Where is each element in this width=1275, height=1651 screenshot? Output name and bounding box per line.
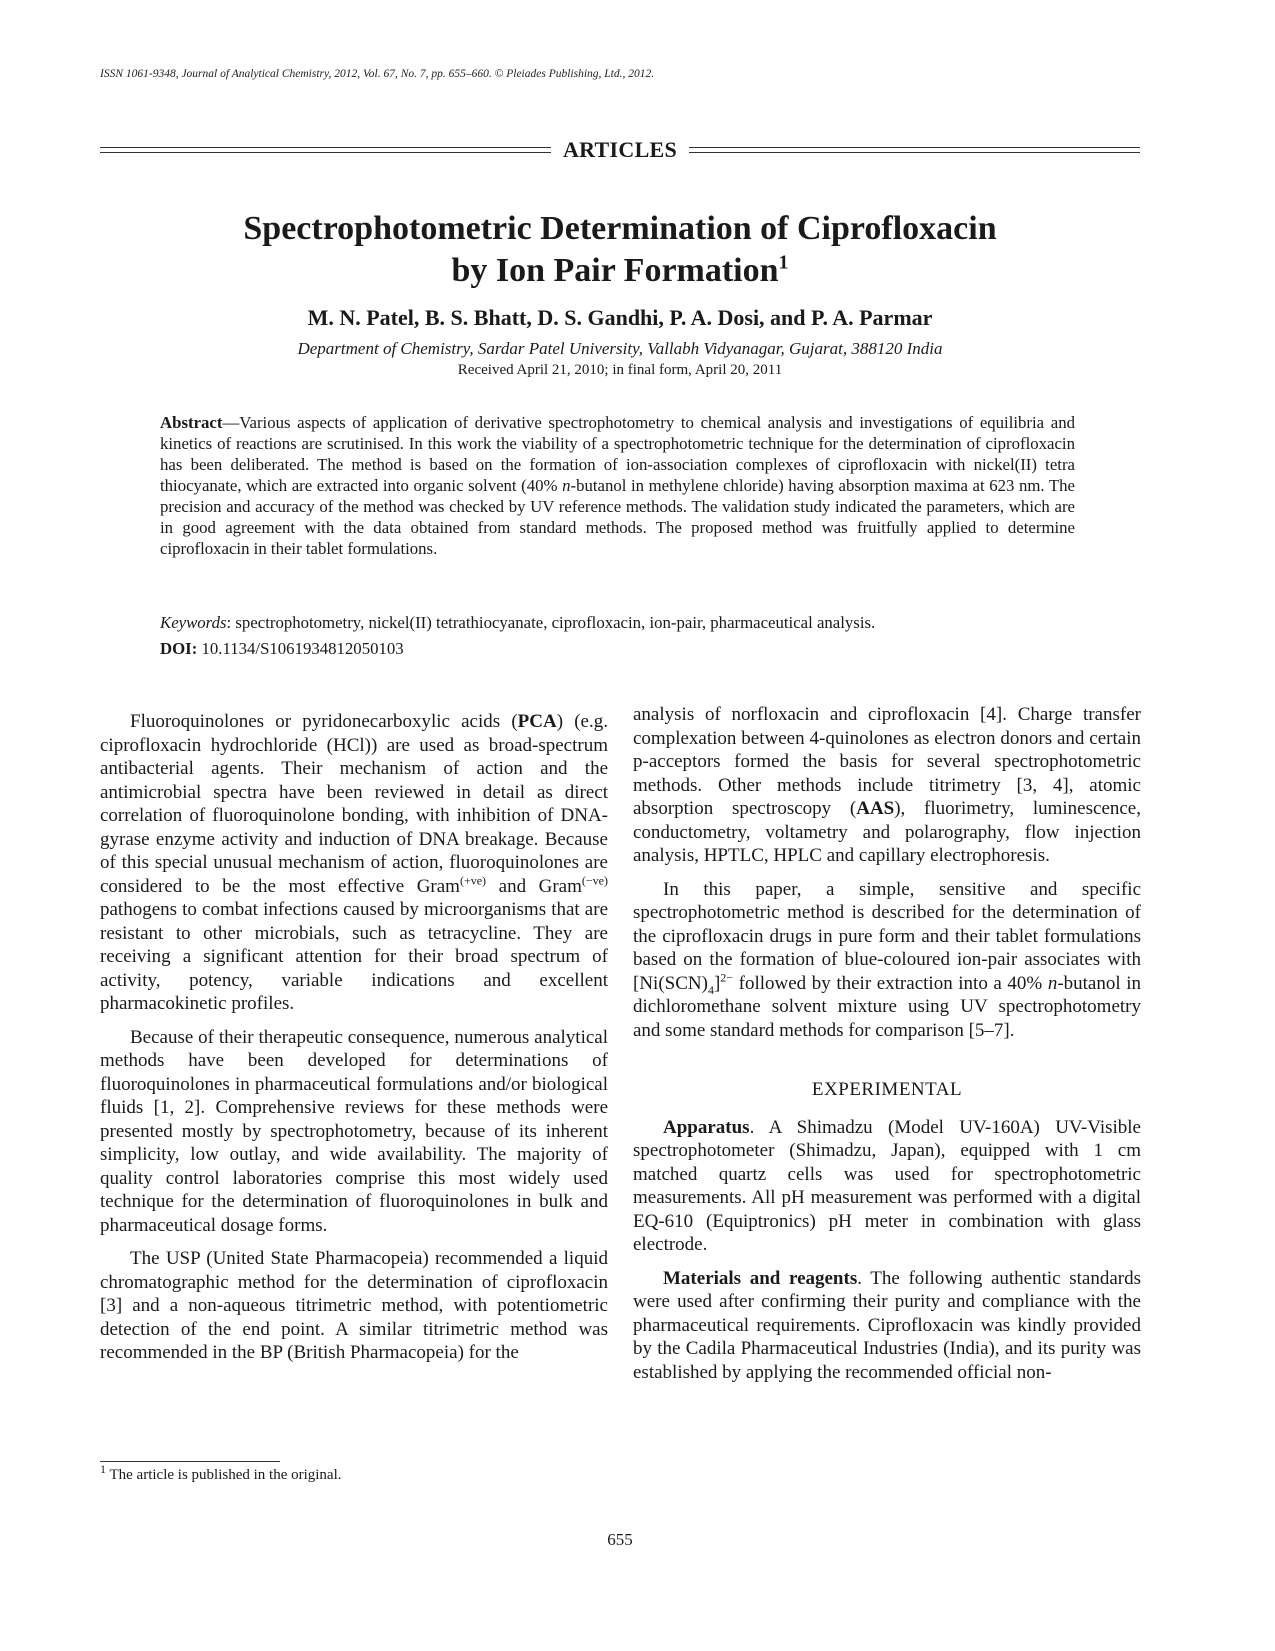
aas-abbrev: AAS: [856, 798, 895, 819]
text-span: In this paper, a simple, sensitive and specific spectrophotometric method is described for the determination of the ciprofloxacin drugs in pure form and their tablet formulations based on the formation of blue-coloured ion-pair associates with [Ni(SCN): [633, 878, 1141, 994]
apparatus-paragraph: [633, 1116, 1141, 1257]
title-footnote-mark: 1: [778, 251, 789, 274]
section-banner: [100, 135, 1140, 165]
abstract-label: Abstract: [160, 413, 223, 432]
banner-rule-right: [689, 147, 1140, 153]
abstract-text-b: -butanol in methylene chloride) having absorption maxima at 623 nm. The precision and accuracy of the method was checked by UV reference methods. The validation study indicated the parameters, which are in good agreement with the data obtained from standard methods. The proposed method was fruitfully applied to determine ciprofloxacin in their tablet formulations.: [160, 476, 1075, 558]
banner-rule-left: [100, 147, 551, 153]
section-label: ARTICLES: [562, 137, 678, 162]
left-paragraph-2: Because of their therapeutic consequence, numerous analytical methods have been developed for determinations of fluoroquinolones in pharmaceutical formulations and/or biological fluids [1, 2]. Comprehensive reviews for these methods were presented mostly by spectrophotometry, because of its inherent simplicity, low outlay, and wide availability. The majority of quality control laboratories comprise this most widely used technique for the determination of fluoroquinolones in bulk and pharmaceutical dosage forms.: [100, 1026, 608, 1236]
italic-n: n: [1047, 972, 1058, 994]
text-span: . The following authentic standards were used after confirming their purity and compliance with the pharmaceutical requirements. Ciprofloxacin was kindly provided by the Cadila Pharmaceutical Industries (India), and its purity was established by applying the recommended official non-: [633, 1267, 1141, 1383]
apparatus-label: Apparatus: [663, 1116, 750, 1138]
experimental-heading: EXPERIMENTAL: [811, 1079, 963, 1100]
gram-negative-sup: (−ve): [581, 873, 608, 888]
right-paragraph-1: [633, 703, 1141, 868]
keywords: [160, 612, 1075, 633]
text-span: pathogens to combat infections caused by microorganisms that are resistant to other microbials, such as tetracycline. They are receiving a significant attention for their broad spectrum of activity, potency, variable indications and excellent pharmacokinetic profiles.: [100, 899, 608, 1014]
left-paragraph-1: [100, 710, 608, 1016]
text-span: ]: [713, 972, 721, 994]
pca-abbrev: PCA: [517, 711, 557, 732]
keywords-label: Keywords: [160, 613, 227, 632]
text-span: and Gram: [486, 875, 582, 897]
left-column: [100, 710, 608, 1375]
title-line-1: Spectrophotometric Determination of Ciprofloxacin: [243, 210, 997, 247]
abstract: [160, 412, 1075, 559]
materials-label: Materials and reagents: [663, 1267, 858, 1289]
authors: M. N. Patel, B. S. Bhatt, D. S. Gandhi, P. A. Dosi, and P. A. Parmar: [307, 305, 933, 330]
doi: [160, 638, 1075, 659]
text-span: followed by their extraction into a 40%: [733, 972, 1048, 994]
received-date: Received April 21, 2010; in final form, April 20, 2011: [457, 362, 783, 378]
charge-sup: 2−: [720, 970, 734, 985]
footnote-mark: 1: [100, 1462, 106, 1476]
text-span: analysis of norfloxacin and ciprofloxacin [4]. Charge transfer complexation between 4-quinolones as electron donors and certain p-acceptors formed the basis for several spectrophotometric methods. Other methods include titrimetry [3, 4], atomic absorption spectroscopy (: [633, 704, 1141, 819]
gram-positive-sup: (+ve): [459, 873, 487, 888]
journal-citation: ISSN 1061-9348, Journal of Analytical Chemistry, 2012, Vol. 67, No. 7, pp. 655–660. © Pleiades Publishing, Ltd., 2012.: [100, 68, 655, 80]
footnote-rule: [100, 1461, 280, 1462]
page-number: 655: [607, 1530, 633, 1549]
text-span: Fluoroquinolones or pyridonecarboxylic acids (: [130, 711, 518, 732]
paper-title: [100, 208, 1140, 292]
abstract-italic-n: n: [562, 476, 571, 495]
right-column: [633, 703, 1141, 1394]
left-paragraph-3: The USP (United State Pharmacopeia) recommended a liquid chromatographic method for the determination of ciprofloxacin [3] and a non-aqueous titrimetric method, with potentiometric detection of the end point. A similar titrimetric method was recommended in the BP (British Pharmacopeia) for the: [100, 1248, 608, 1363]
materials-paragraph: [633, 1267, 1141, 1385]
right-paragraph-2: [633, 878, 1141, 1043]
doi-label: DOI:: [160, 639, 198, 658]
abstract-text-a: —Various aspects of application of derivative spectrophotometry to chemical analysis and investigations of equilibria and kinetics of reactions are scrutinised. In this work the viability of a spectrophotometric technique for the determination of ciprofloxacin has been deliberated. The method is based on the formation of ion-association complexes of ciprofloxacin with nickel(II) tetra thiocyanate, which are extracted into organic solvent (40%: [160, 413, 1075, 495]
title-line-2: by Ion Pair Formation: [451, 252, 779, 289]
footnote: [100, 1462, 608, 1484]
text-span: -butanol in dichloromethane solvent mixture using UV spectrophotometry and some standard methods for comparison [5–7].: [633, 972, 1141, 1041]
affiliation: Department of Chemistry, Sardar Patel University, Vallabh Vidyanagar, Gujarat, 388120 India: [297, 339, 943, 358]
text-span: . A Shimadzu (Model UV-160A) UV-Visible spectrophotometer (Shimadzu, Japan), equipped with 1 cm matched quartz cells was used for spectrophotometric measurements. All pH measurement was performed with a digital EQ-610 (Equiptronics) pH meter in combination with glass electrode.: [633, 1116, 1141, 1255]
subscript-4: 4: [707, 982, 714, 997]
footnote-text: The article is published in the original.: [106, 1467, 342, 1483]
doi-value: 10.1134/S1061934812050103: [197, 639, 404, 658]
keywords-text: : spectrophotometry, nickel(II) tetrathiocyanate, ciprofloxacin, ion-pair, pharmaceutical analysis.: [226, 613, 876, 632]
text-span: ) (e.g. ciprofloxacin hydrochloride (HCl)) are used as broad-spectrum antibacterial agents. Their mechanism of action and the antimicrobial spectra have been reviewed in detail as direct correlation of fluoroquinolone bonding, with inhibition of DNA-gyrase enzyme activity and induction of DNA breakage. Because of this special unusual mechanism of action, fluoroquinolones are considered to be the most effective Gram: [100, 711, 608, 897]
text-span: ), fluorimetry, luminescence, conductometry, voltametry and polarography, flow injection analysis, HPTLC, HPLC and capillary electrophoresis.: [633, 798, 1141, 866]
